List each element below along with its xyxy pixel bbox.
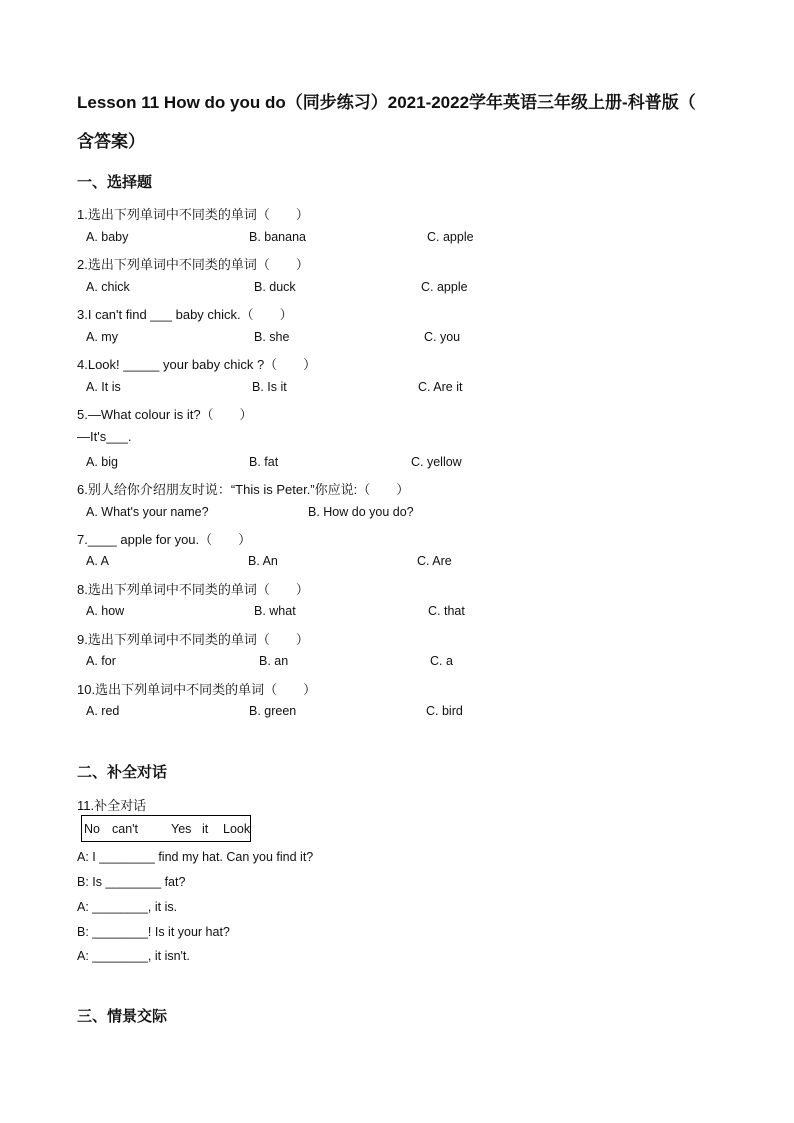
option-b: B. what [254,604,296,618]
option-c: C. that [428,604,465,618]
option-a: A. for [86,654,116,668]
word-bank-item: can't [112,822,139,836]
option-a: A. It is [86,380,121,394]
question-stem: 6.别人给你介绍朋友时说：“This is Peter.”你应说:（ ） [77,482,410,497]
question-stem: 1.选出下列单词中不同类的单词（ ） [77,207,309,222]
word-bank-item: Look [223,822,251,836]
dialogue-line: B: ________! Is it your hat? [77,925,230,939]
option-b: B. How do you do? [308,505,414,519]
option-a: A. baby [86,230,129,244]
option-b: B. she [254,330,290,344]
option-c: C. Are [417,554,452,568]
dialogue-line: A: ________, it is. [77,900,178,914]
option-c: C. yellow [411,455,462,469]
question-stem: 7.____ apple for you.（ ） [77,532,252,547]
section-heading-dialogue: 二、补全对话 [77,764,168,781]
option-a: A. red [86,704,120,718]
word-bank-box [81,815,251,842]
option-b: B. fat [249,455,279,469]
question-stem-answer-line: —It's___. [77,429,132,444]
word-bank-item: Yes [171,822,192,836]
option-b: B. Is it [252,380,287,394]
section-heading-choice: 一、选择题 [77,174,153,191]
dialogue-line: A: ________, it isn't. [77,949,190,963]
question-stem: 10.选出下列单词中不同类的单词（ ） [77,682,317,697]
page-title: Lesson 11 How do you do（同步练习）2021-2022学年英语三年级上册-科普版（ [77,93,696,112]
option-b: B. banana [249,230,306,244]
option-b: B. duck [254,280,296,294]
option-c: C. you [424,330,461,344]
option-b: B. an [259,654,289,668]
question-stem: 5.—What colour is it?（ ） [77,407,253,422]
question-stem: 9.选出下列单词中不同类的单词（ ） [77,632,309,647]
option-c: C. apple [427,230,474,244]
option-a: A. chick [86,280,130,294]
question-stem: 8.选出下列单词中不同类的单词（ ） [77,582,309,597]
option-c: C. apple [421,280,468,294]
option-b: B. green [249,704,297,718]
option-a: A. big [86,455,118,469]
word-bank-item: No [84,822,100,836]
page-title-continued: 含答案） [77,132,145,151]
option-c: C. Are it [418,380,463,394]
question-stem: 3.I can't find ___ baby chick.（ ） [77,307,293,322]
option-b: B. An [248,554,278,568]
question-stem: 4.Look! _____ your baby chick ?（ ） [77,357,317,372]
option-a: A. my [86,330,118,344]
question-stem: 11.补全对话 [77,798,147,813]
section-heading-situational: 三、情景交际 [77,1008,168,1025]
option-a: A. What's your name? [86,505,209,519]
option-c: C. bird [426,704,463,718]
word-bank-item: it [202,822,209,836]
question-stem: 2.选出下列单词中不同类的单词（ ） [77,257,309,272]
option-c: C. a [430,654,453,668]
option-a: A. how [86,604,125,618]
dialogue-line: A: I ________ find my hat. Can you find it? [77,850,314,864]
dialogue-line: B: Is ________ fat? [77,875,186,889]
option-a: A. A [86,554,109,568]
